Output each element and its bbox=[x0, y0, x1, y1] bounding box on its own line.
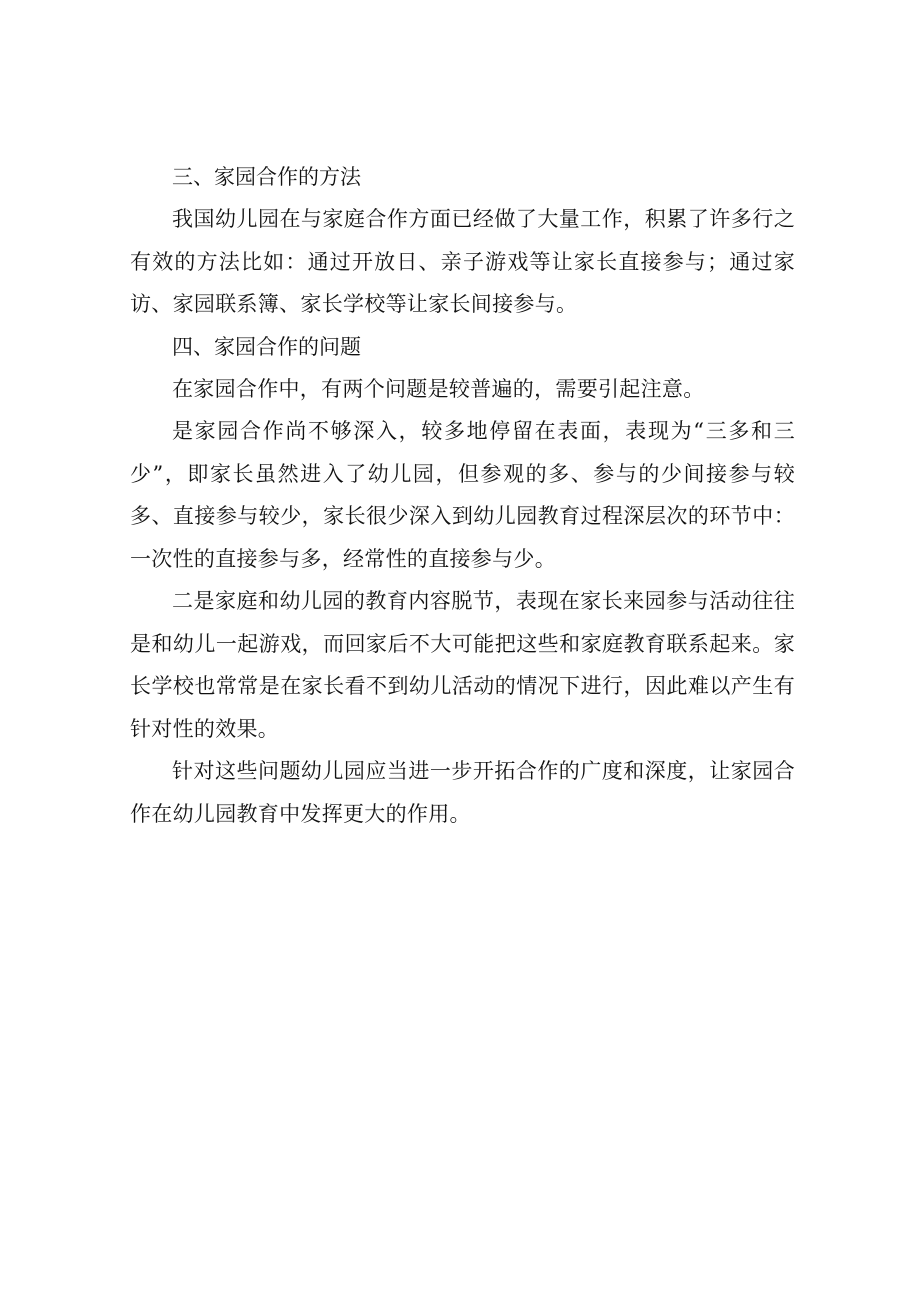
paragraph-solution: 针对这些问题幼儿园应当进一步开拓合作的广度和深度，让家园合作在幼儿园教育中发挥更大的作用。 bbox=[130, 759, 795, 826]
paragraph-problem-one: 是家园合作尚不够深入，较多地停留在表面，表现为“三多和三少”，即家长虽然进入了幼儿园，但参观的多、参与的少间接参与较多、直接参与较少，家长很少深入到幼儿园教育过程深层次的环节中：一次性的直接参与多，经常性的直接参与少。 bbox=[130, 419, 795, 571]
section-heading-problems: 四、家园合作的问题 bbox=[172, 334, 361, 359]
paragraph-problems-intro: 在家园合作中，有两个问题是较普遍的，需要引起注意。 bbox=[172, 376, 705, 401]
paragraph-problem-two: 二是家庭和幼儿园的教育内容脱节，表现在家长来园参与活动往往是和幼儿一起游戏，而回家后不大可能把这些和家庭教育联系起来。家长学校也常常是在家长看不到幼儿活动的情况下进行，因此难以产生有针对性的效果。 bbox=[130, 589, 795, 741]
section-heading-methods: 三、家园合作的方法 bbox=[172, 165, 361, 189]
paragraph-methods: 我国幼儿园在与家庭合作方面已经做了大量工作，积累了许多行之有效的方法比如：通过开放日、亲子游戏等让家长直接参与；通过家访、家园联系簿、家长学校等让家长间接参与。 bbox=[130, 207, 795, 316]
document-body bbox=[130, 156, 795, 835]
